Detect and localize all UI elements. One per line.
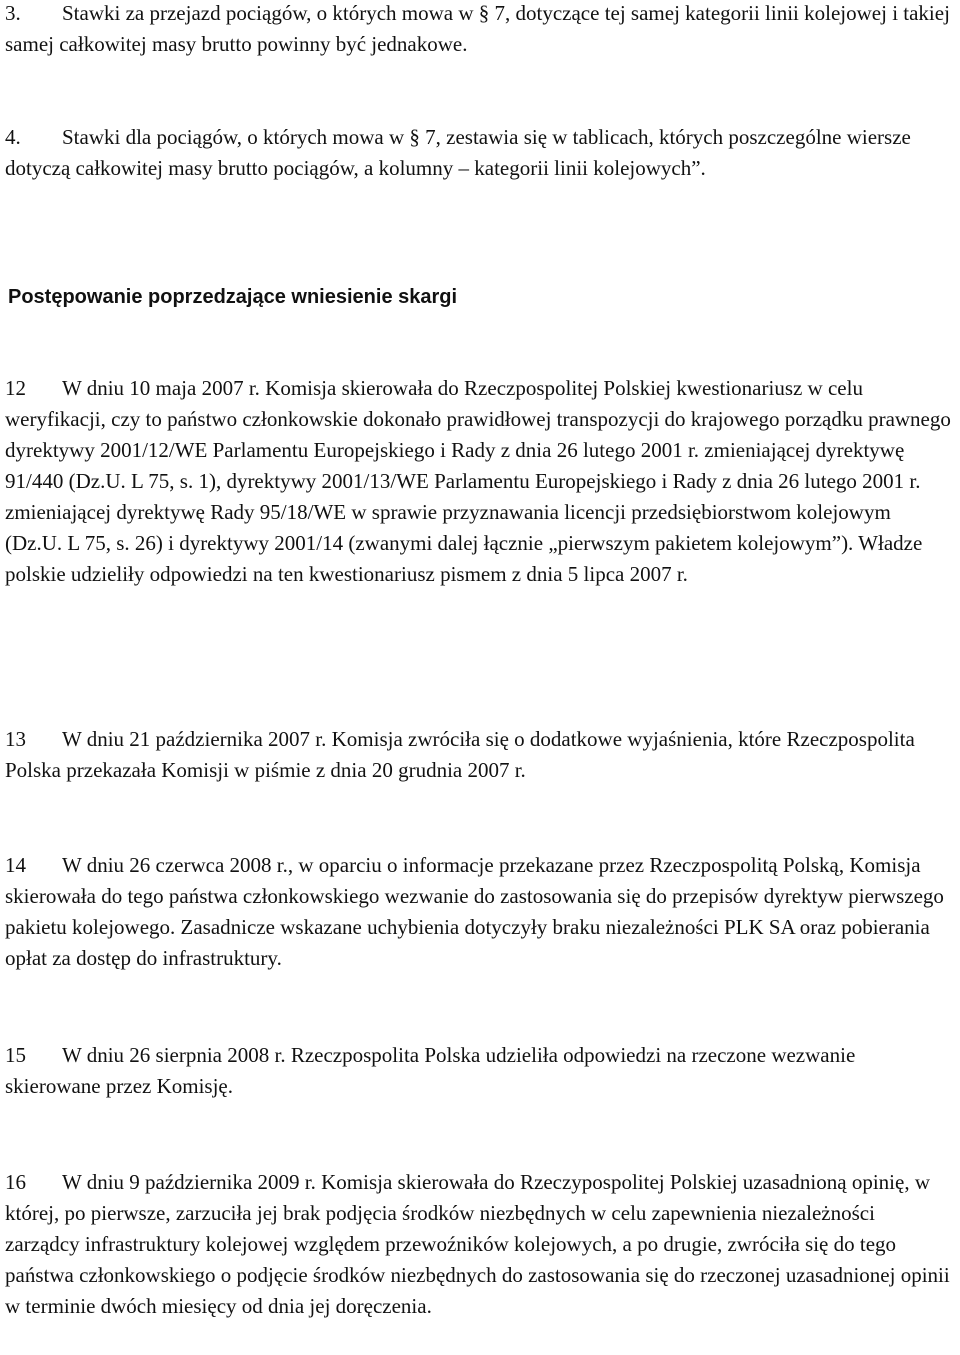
- numbered-paragraph: [5, 1167, 953, 1322]
- paragraph-text: W dniu 21 października 2007 r. Komisja zwróciła się o dodatkowe wyjaśnienia, które Rzeczpospolita Polska przekazała Komisji w piśmie z dnia 20 grudnia 2007 r.: [5, 727, 915, 782]
- list-label: 4.: [5, 125, 21, 149]
- list-text: Stawki za przejazd pociągów, o których mowa w § 7, dotyczące tej samej kategorii linii kolejowej i takiej samej całkowitej masy brutto powinny być jednakowe.: [5, 1, 950, 56]
- paragraph-number: 13: [5, 727, 26, 751]
- numbered-paragraph: [5, 373, 953, 590]
- numbered-paragraph: [5, 1040, 953, 1102]
- list-item: [5, 0, 953, 60]
- list-item: [5, 122, 953, 184]
- numbered-paragraph: [5, 850, 953, 974]
- section-heading: Postępowanie poprzedzające wniesienie skargi: [8, 286, 458, 308]
- paragraph-number: 16: [5, 1170, 26, 1194]
- numbered-paragraph: [5, 724, 953, 786]
- paragraph-number: 14: [5, 853, 26, 877]
- paragraph-text: W dniu 26 czerwca 2008 r., w oparciu o informacje przekazane przez Rzeczpospolitą Polską, Komisja skierowała do tego państwa członkowskiego wezwanie do zastosowania się do przepisów dyrektyw pierwszego pakietu kolejowego. Zasadnicze wskazane uchybienia dotyczyły braku niezależności PLK SA oraz pobierania opłat za dostęp do infrastruktury.: [5, 853, 944, 970]
- paragraph-text: W dniu 26 sierpnia 2008 r. Rzeczpospolita Polska udzieliła odpowiedzi na rzeczone wezwanie skierowane przez Komisję.: [5, 1043, 856, 1098]
- paragraph-text: W dniu 10 maja 2007 r. Komisja skierowała do Rzeczpospolitej Polskiej kwestionariusz w celu weryfikacji, czy to państwo członkowskie dokonało prawidłowej transpozycji do krajowego porządku prawnego dyrektywy 2001/12/WE Parlamentu Europejskiego i Rady z dnia 26 lutego 2001 r. zmieniającej dyrektywę 91/440 (Dz.U. L 75, s. 1), dyrektywy 2001/13/WE Parlamentu Europejskiego i Rady z dnia 26 lutego 2001 r. zmieniającej dyrektywę Rady 95/18/WE w sprawie przyznawania licencji przedsiębiorstwom kolejowym (Dz.U. L 75, s. 26) i dyrektywy 2001/14 (zwanymi dalej łącznie „pierwszym pakietem kolejowym”). Władze polskie udzieliły odpowiedzi na ten kwestionariusz pismem z dnia 5 lipca 2007 r.: [5, 376, 951, 586]
- list-label: 3.: [5, 1, 21, 25]
- paragraph-number: 15: [5, 1043, 26, 1067]
- list-text: Stawki dla pociągów, o których mowa w § 7, zestawia się w tablicach, których poszczególne wiersze dotyczą całkowitej masy brutto pociągów, a kolumny – kategorii linii kolejowych”.: [5, 125, 911, 180]
- paragraph-text: W dniu 9 października 2009 r. Komisja skierowała do Rzeczypospolitej Polskiej uzasadnioną opinię, w której, po pierwsze, zarzuciła jej brak podjęcia środków niezbędnych w celu zapewnienia niezależności zarządcy infrastruktury kolejowej względem przewoźników kolejowych, a po drugie, zwróciła się do tego państwa członkowskiego o podjęcie środków niezbędnych do zastosowania się do rzeczonej uzasadnionej opinii w terminie dwóch miesięcy od dnia jej doręczenia.: [5, 1170, 950, 1318]
- paragraph-number: 12: [5, 376, 26, 400]
